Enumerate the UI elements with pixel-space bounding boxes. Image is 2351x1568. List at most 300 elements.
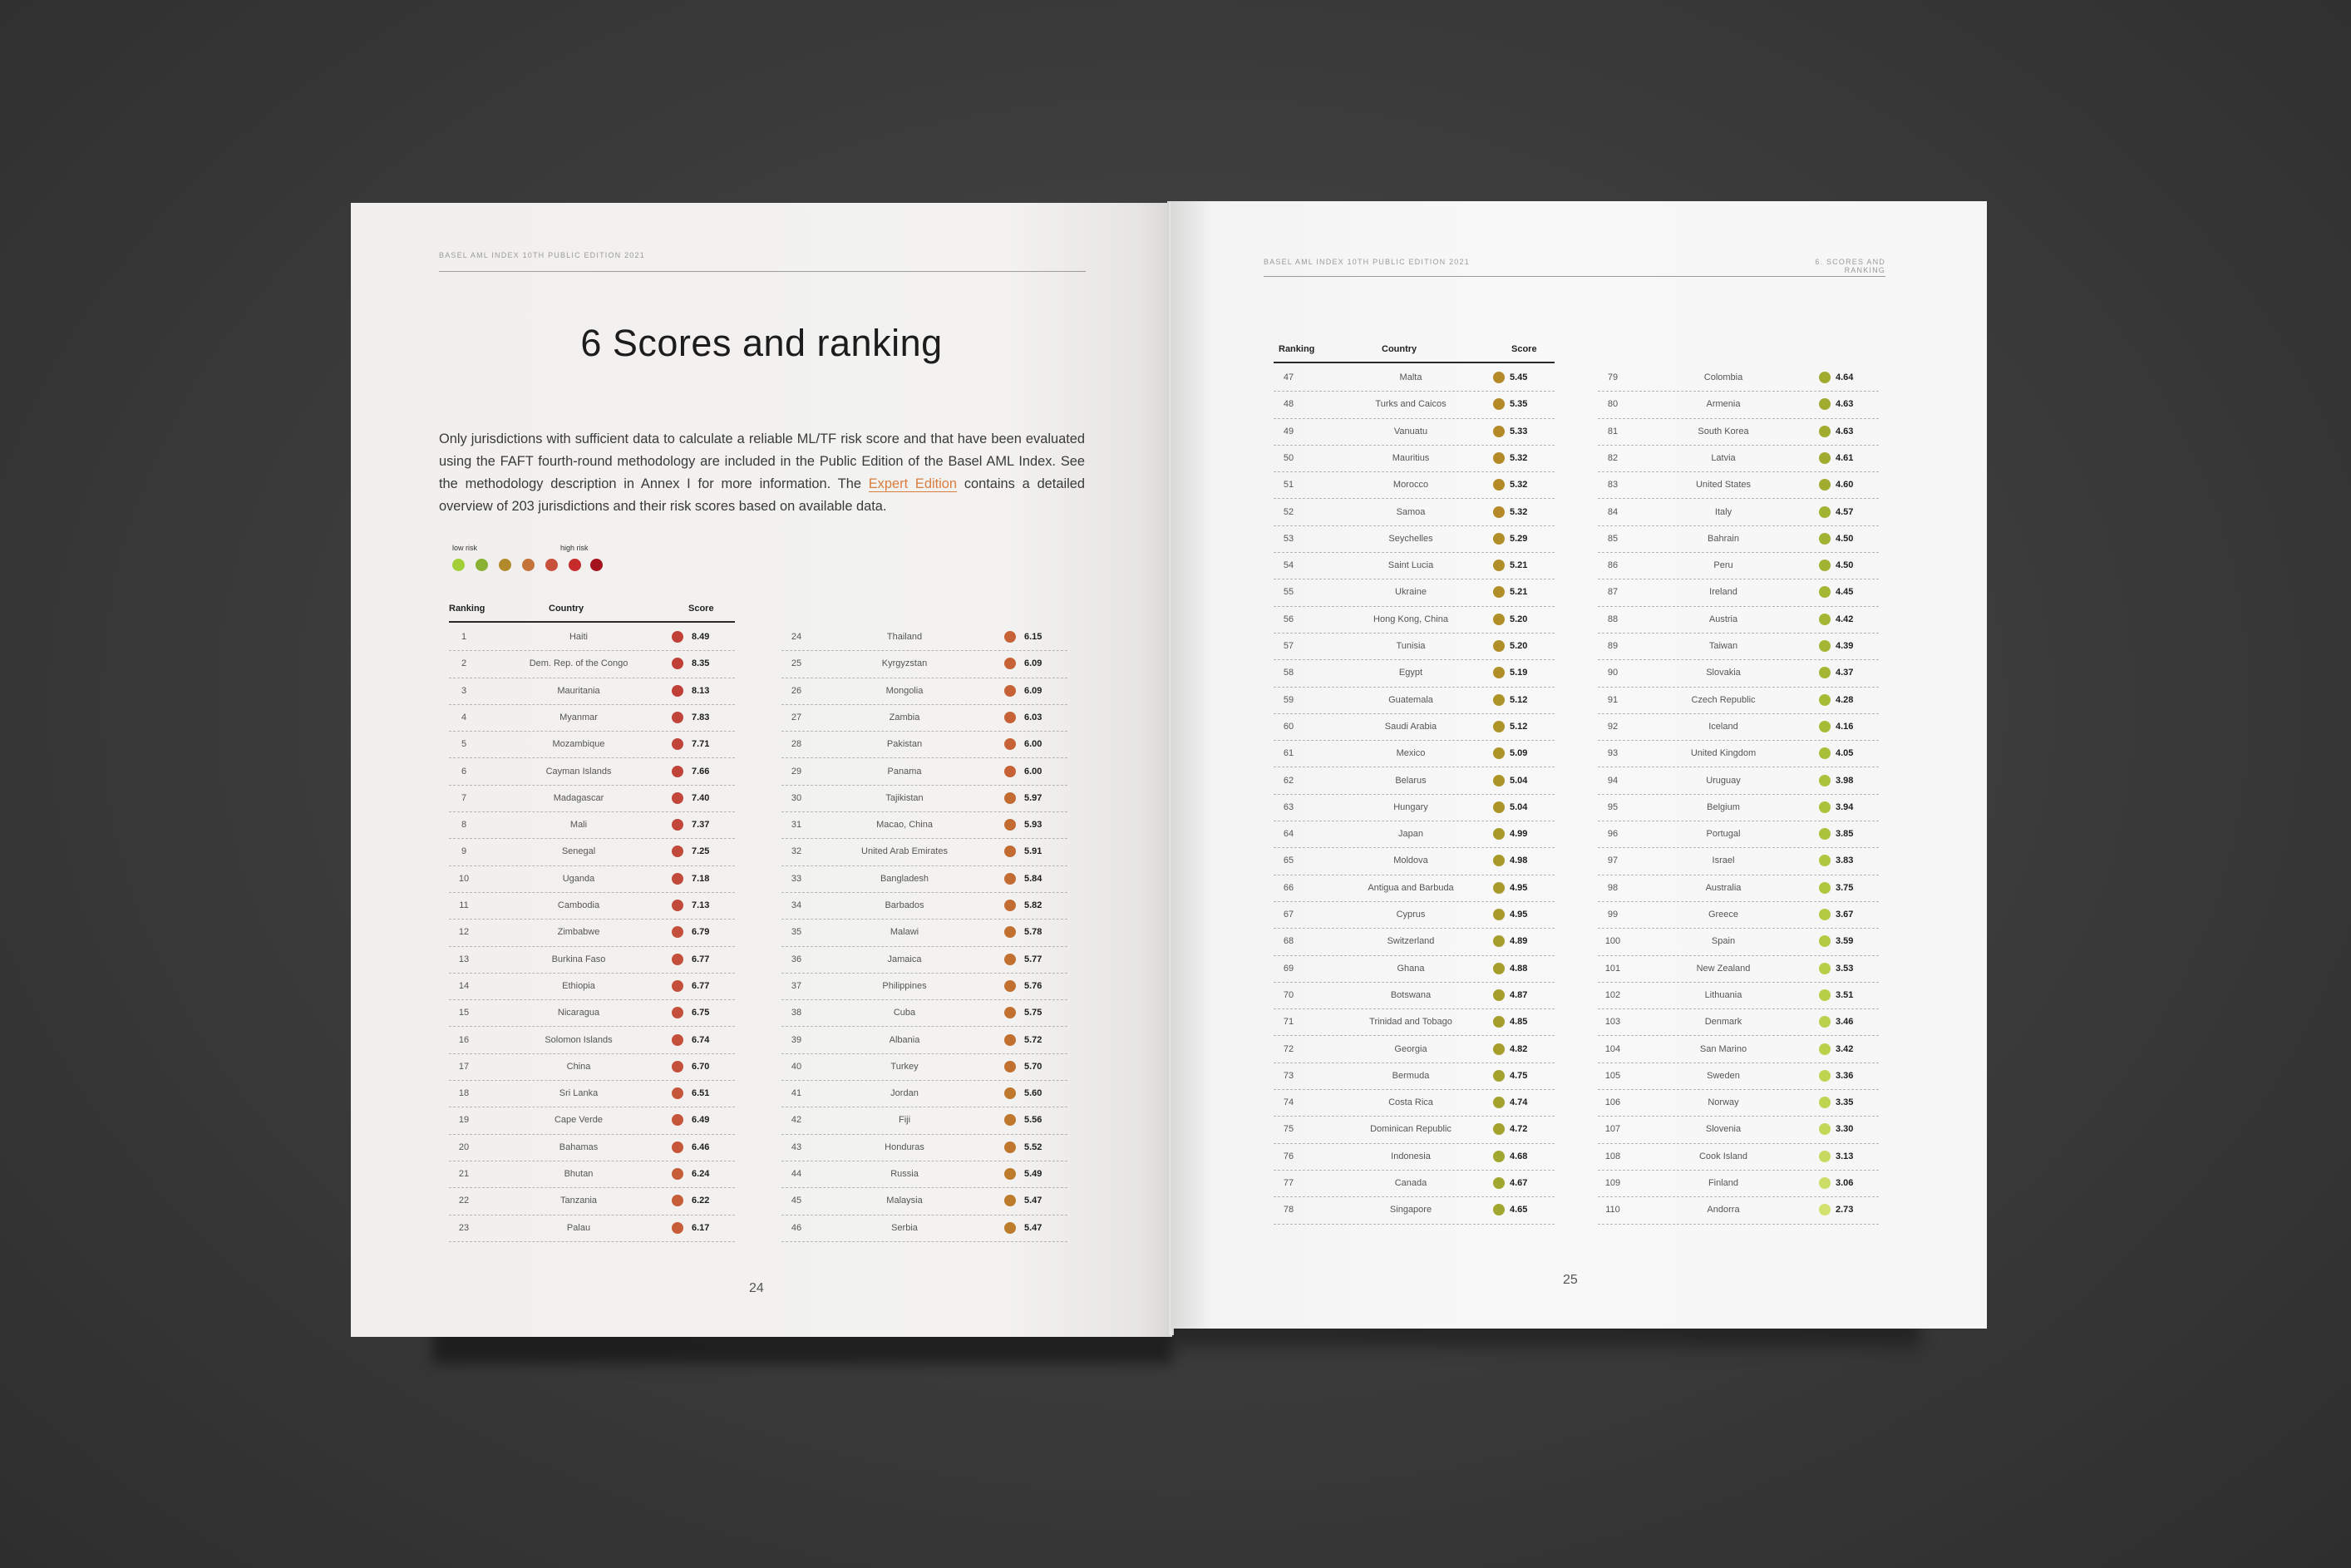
table-row: [1598, 525, 1879, 553]
row-rank: 25: [791, 658, 802, 669]
row-score: 5.21: [1510, 560, 1528, 571]
row-rank: 69: [1283, 963, 1294, 974]
risk-dot: [1493, 882, 1505, 894]
table-row: [1598, 821, 1879, 848]
risk-dot: [1819, 479, 1831, 491]
row-rank: 104: [1604, 1043, 1621, 1054]
row-rank: 85: [1607, 533, 1619, 544]
row-score: 3.75: [1836, 882, 1854, 893]
row-country: Macao, China: [876, 820, 933, 831]
row-score: 7.71: [692, 739, 710, 750]
row-rank: 53: [1283, 533, 1294, 544]
row-rank: 61: [1283, 748, 1294, 759]
table-row: [1274, 659, 1555, 687]
risk-dot: [672, 1034, 683, 1046]
risk-dot: [1004, 658, 1016, 669]
row-rank: 80: [1607, 399, 1619, 410]
risk-dot: [1004, 846, 1016, 857]
row-rank: 38: [791, 1008, 802, 1018]
risk-dot: [1493, 1204, 1505, 1215]
row-rank: 12: [458, 927, 470, 938]
row-rank: 21: [458, 1169, 470, 1179]
row-rank: 60: [1283, 721, 1294, 732]
row-rank: 87: [1607, 587, 1619, 598]
table-row: [1274, 1063, 1555, 1090]
table-row: [1274, 445, 1555, 472]
row-country: Cape Verde: [554, 1115, 604, 1126]
risk-dot: [1493, 801, 1505, 813]
risk-dot: [1004, 1061, 1016, 1072]
row-country: Senegal: [561, 846, 596, 857]
table-row: [1598, 364, 1879, 392]
table-row: [1598, 1008, 1879, 1036]
row-rank: 95: [1607, 801, 1619, 812]
risk-dot: [672, 980, 683, 992]
risk-dot: [1819, 1123, 1831, 1135]
table-row: [1598, 471, 1879, 499]
table-row: [781, 704, 1067, 732]
row-rank: 68: [1283, 936, 1294, 947]
row-score: 5.70: [1024, 1061, 1042, 1072]
risk-dot: [1493, 372, 1505, 383]
risk-dot: [1493, 694, 1505, 706]
table-row: [449, 865, 735, 893]
risk-dot: [672, 685, 683, 697]
row-score: 5.09: [1510, 748, 1528, 759]
row-score: 5.75: [1024, 1008, 1042, 1018]
row-country: Costa Rica: [1388, 1097, 1433, 1108]
row-country: Honduras: [885, 1141, 924, 1152]
row-score: 5.60: [1024, 1088, 1042, 1099]
table-row: [1274, 928, 1555, 955]
row-country: Belgium: [1707, 801, 1740, 812]
table-row: [1274, 1143, 1555, 1171]
risk-dot: [1493, 1097, 1505, 1108]
table-row: [1598, 1143, 1879, 1171]
risk-dot: [1004, 1034, 1016, 1046]
table-row: [1598, 794, 1879, 821]
row-rank: 45: [791, 1196, 802, 1206]
row-score: 5.77: [1024, 954, 1042, 964]
risk-dot: [1004, 766, 1016, 777]
table-row: [449, 1161, 735, 1188]
row-country: Antigua and Barbuda: [1368, 882, 1454, 893]
row-rank: 89: [1607, 641, 1619, 651]
row-rank: 108: [1604, 1151, 1621, 1161]
table-row: [1598, 1196, 1879, 1224]
row-score: 5.56: [1024, 1115, 1042, 1126]
table-row: [1598, 955, 1879, 983]
risk-dot: [1493, 963, 1505, 974]
row-rank: 10: [458, 873, 470, 884]
row-score: 4.75: [1510, 1070, 1528, 1081]
table-row: [449, 785, 735, 812]
row-score: 6.03: [1024, 712, 1042, 722]
row-score: 6.49: [692, 1115, 710, 1126]
row-country: Malawi: [890, 927, 919, 938]
table-row: [1274, 1116, 1555, 1143]
table-row: [449, 650, 735, 678]
row-country: Slovenia: [1705, 1124, 1742, 1135]
table-row: [1598, 1036, 1879, 1063]
risk-dot: [1819, 775, 1831, 786]
row-country: Saint Lucia: [1387, 560, 1434, 571]
row-score: 6.22: [692, 1196, 710, 1206]
risk-dot: [1493, 747, 1505, 759]
row-country: Morocco: [1392, 480, 1429, 491]
row-rank: 78: [1283, 1205, 1294, 1215]
row-country: Uruguay: [1706, 775, 1741, 786]
risk-dot: [1493, 828, 1505, 840]
row-country: Belarus: [1395, 775, 1427, 786]
row-score: 5.32: [1510, 452, 1528, 463]
row-country: Turks and Caicos: [1375, 399, 1447, 410]
row-score: 3.59: [1836, 936, 1854, 947]
row-rank: 52: [1283, 506, 1294, 517]
row-rank: 72: [1283, 1043, 1294, 1054]
row-score: 5.72: [1024, 1034, 1042, 1045]
row-score: 5.19: [1510, 668, 1528, 678]
row-country: Taiwan: [1708, 641, 1738, 651]
left-page: [351, 203, 1172, 1337]
row-country: Peru: [1713, 560, 1733, 571]
row-country: Canada: [1394, 1178, 1427, 1188]
row-score: 5.29: [1510, 533, 1528, 544]
row-score: 8.35: [692, 658, 710, 669]
table-row: [449, 973, 735, 1000]
row-country: Trinidad and Tobago: [1369, 1017, 1452, 1028]
row-score: 4.60: [1836, 480, 1854, 491]
table-row: [449, 838, 735, 865]
table-row: [1598, 875, 1879, 902]
row-rank: 43: [791, 1141, 802, 1152]
row-score: 5.04: [1510, 801, 1528, 812]
risk-dot: [1493, 909, 1505, 920]
row-rank: 57: [1283, 641, 1294, 651]
row-score: 4.72: [1510, 1124, 1528, 1135]
row-rank: 103: [1604, 1017, 1621, 1028]
row-score: 3.67: [1836, 910, 1854, 920]
row-country: Sweden: [1707, 1070, 1740, 1081]
row-country: Latvia: [1711, 452, 1736, 463]
legend-low-label: low risk: [452, 544, 478, 552]
row-country: Barbados: [885, 900, 924, 910]
row-score: 6.75: [692, 1008, 710, 1018]
row-country: Cambodia: [557, 900, 600, 910]
table-row: [1274, 875, 1555, 902]
row-rank: 44: [791, 1169, 802, 1179]
table-row: [1274, 606, 1555, 634]
risk-dot: [1819, 1016, 1831, 1028]
row-rank: 94: [1607, 775, 1619, 786]
row-score: 4.45: [1836, 587, 1854, 598]
row-rank: 107: [1604, 1124, 1621, 1135]
row-rank: 102: [1604, 989, 1621, 1000]
table-row: [1274, 982, 1555, 1009]
row-country: Georgia: [1394, 1043, 1427, 1054]
row-country: Vanuatu: [1393, 426, 1428, 436]
row-score: 7.18: [692, 873, 710, 884]
risk-dot: [1819, 963, 1831, 974]
row-country: Seychelles: [1388, 533, 1433, 544]
risk-dot: [1004, 980, 1016, 992]
row-rank: 105: [1604, 1070, 1621, 1081]
row-country: Malta: [1399, 372, 1422, 382]
row-country: United Arab Emirates: [861, 846, 948, 857]
risk-dot: [1819, 506, 1831, 518]
row-country: Kyrgyzstan: [881, 658, 928, 669]
expert-edition-link[interactable]: Expert Edition: [868, 476, 958, 491]
row-country: Bangladesh: [880, 873, 929, 884]
risk-dot: [1819, 1204, 1831, 1215]
row-rank: 33: [791, 873, 802, 884]
row-country: Mauritania: [557, 685, 600, 696]
row-score: 4.87: [1510, 989, 1528, 1000]
risk-dot: [1819, 828, 1831, 840]
running-head-left: BASEL AML INDEX 10TH PUBLIC EDITION 2021: [439, 251, 645, 259]
row-score: 6.79: [692, 927, 710, 938]
risk-dot: [1819, 667, 1831, 678]
row-score: 5.12: [1510, 694, 1528, 705]
risk-dot: [1819, 855, 1831, 866]
table-row: [1274, 687, 1555, 714]
row-country: Thailand: [886, 632, 923, 642]
row-rank: 27: [791, 712, 802, 722]
row-country: Japan: [1398, 829, 1423, 840]
table-row: [1598, 633, 1879, 660]
table-row: [1598, 982, 1879, 1009]
table-row: [449, 1027, 735, 1054]
row-country: Dem. Rep. of the Congo: [529, 658, 628, 669]
risk-dot: [1493, 1151, 1505, 1162]
risk-dot: [1004, 873, 1016, 885]
row-country: Australia: [1705, 882, 1742, 893]
table-row: [781, 1080, 1067, 1107]
table-row: [1274, 579, 1555, 606]
risk-dot: [1819, 1177, 1831, 1189]
risk-dot: [672, 738, 683, 750]
table-row: [1274, 364, 1555, 392]
risk-dot: [1493, 640, 1505, 652]
row-country: Bhutan: [564, 1169, 594, 1179]
risk-dot: [1819, 586, 1831, 598]
header-rule: [1274, 362, 1555, 363]
table-row: [1274, 552, 1555, 579]
legend-dot: [499, 559, 511, 571]
row-country: Slovakia: [1706, 668, 1741, 678]
row-score: 4.82: [1510, 1043, 1528, 1054]
risk-dot: [1493, 855, 1505, 866]
legend-dot: [522, 559, 535, 571]
row-score: 5.32: [1510, 480, 1528, 491]
row-score: 2.73: [1836, 1205, 1854, 1215]
row-country: Ethiopia: [562, 980, 595, 991]
row-country: China: [566, 1061, 591, 1072]
row-rank: 32: [791, 846, 802, 857]
row-score: 6.70: [692, 1061, 710, 1072]
risk-dot: [672, 1007, 683, 1018]
row-rank: 56: [1283, 614, 1294, 624]
header-score: Score: [688, 604, 714, 614]
risk-dot: [1004, 738, 1016, 750]
table-row: [781, 758, 1067, 786]
table-row: [781, 999, 1067, 1027]
table-row: [1598, 1170, 1879, 1197]
table-row: [1598, 687, 1879, 714]
row-rank: 109: [1604, 1178, 1621, 1188]
row-rank: 13: [458, 954, 470, 964]
row-country: Ireland: [1709, 587, 1737, 598]
row-rank: 20: [458, 1141, 470, 1152]
table-row: [781, 624, 1067, 651]
row-rank: 29: [791, 766, 802, 777]
row-score: 6.17: [692, 1222, 710, 1233]
risk-dot: [1819, 694, 1831, 706]
row-score: 5.97: [1024, 792, 1042, 803]
row-rank: 93: [1607, 748, 1619, 759]
risk-dot: [1819, 614, 1831, 625]
row-rank: 97: [1607, 855, 1619, 866]
table-row: [781, 678, 1067, 705]
row-rank: 5: [461, 739, 467, 750]
risk-dot: [1004, 792, 1016, 804]
row-rank: 54: [1283, 560, 1294, 571]
risk-dot: [1819, 1070, 1831, 1082]
risk-dot: [672, 846, 683, 857]
table-row: [449, 624, 735, 651]
row-score: 6.00: [1024, 739, 1042, 750]
row-rank: 76: [1283, 1151, 1294, 1161]
row-score: 6.09: [1024, 685, 1042, 696]
table-row: [1598, 445, 1879, 472]
row-country: Dominican Republic: [1370, 1124, 1452, 1135]
risk-dot: [672, 819, 683, 831]
row-rank: 19: [458, 1115, 470, 1126]
legend-high-label: high risk: [560, 544, 589, 552]
table-row: [1598, 659, 1879, 687]
row-score: 7.40: [692, 792, 710, 803]
row-country: Bermuda: [1392, 1070, 1430, 1081]
risk-dot: [1819, 935, 1831, 947]
risk-dot: [1493, 614, 1505, 625]
risk-dot: [1493, 935, 1505, 947]
row-score: 4.57: [1836, 506, 1854, 517]
row-score: 4.85: [1510, 1017, 1528, 1028]
row-country: Samoa: [1396, 506, 1426, 517]
row-score: 6.46: [692, 1141, 710, 1152]
risk-dot: [1493, 533, 1505, 545]
table-row: [1274, 1089, 1555, 1117]
risk-dot: [1493, 1016, 1505, 1028]
row-score: 3.13: [1836, 1151, 1854, 1161]
table-row: [1598, 606, 1879, 634]
header-rule: [449, 621, 735, 623]
row-score: 5.35: [1510, 399, 1528, 410]
risk-dot: [672, 1195, 683, 1206]
row-rank: 36: [791, 954, 802, 964]
table-row: [449, 1053, 735, 1081]
row-rank: 14: [458, 980, 470, 991]
row-country: Albania: [889, 1034, 920, 1045]
row-rank: 75: [1283, 1124, 1294, 1135]
page-title: 6 Scores and ranking: [580, 322, 943, 364]
table-row: [781, 1107, 1067, 1134]
row-country: Mongolia: [885, 685, 924, 696]
row-score: 5.47: [1024, 1222, 1042, 1233]
risk-dot: [672, 954, 683, 965]
row-country: San Marino: [1699, 1043, 1747, 1054]
risk-dot: [1004, 1195, 1016, 1206]
header-score: Score: [1511, 344, 1537, 354]
row-country: Zimbabwe: [557, 927, 600, 938]
risk-dot: [672, 1087, 683, 1099]
risk-dot: [1819, 560, 1831, 571]
table-row: [781, 1215, 1067, 1242]
risk-dot: [1819, 1097, 1831, 1108]
row-country: Botswana: [1390, 989, 1432, 1000]
risk-dot: [1004, 1168, 1016, 1180]
row-rank: 46: [791, 1222, 802, 1233]
row-score: 3.83: [1836, 855, 1854, 866]
table-row: [781, 892, 1067, 920]
row-rank: 83: [1607, 480, 1619, 491]
row-country: Nicaragua: [557, 1008, 600, 1018]
row-score: 4.63: [1836, 399, 1854, 410]
table-row: [449, 678, 735, 705]
risk-dot: [1493, 560, 1505, 571]
table-row: [781, 650, 1067, 678]
table-row: [781, 838, 1067, 865]
risk-dot: [1819, 1043, 1831, 1055]
risk-dot: [1004, 1114, 1016, 1126]
risk-dot: [1819, 747, 1831, 759]
table-row: [1274, 1196, 1555, 1224]
row-country: South Korea: [1698, 426, 1749, 436]
row-score: 3.85: [1836, 829, 1854, 840]
table-row: [781, 1134, 1067, 1161]
table-row: [1274, 821, 1555, 848]
row-rank: 47: [1283, 372, 1294, 382]
row-country: Colombia: [1703, 372, 1743, 382]
row-rank: 66: [1283, 882, 1294, 893]
intro-paragraph: [439, 428, 1085, 518]
row-rank: 74: [1283, 1097, 1294, 1108]
table-row: [1598, 1089, 1879, 1117]
risk-dot: [672, 926, 683, 938]
table-row: [449, 758, 735, 786]
row-country: Serbia: [891, 1222, 918, 1233]
risk-dot: [1819, 721, 1831, 732]
row-rank: 65: [1283, 855, 1294, 866]
row-rank: 101: [1604, 963, 1621, 974]
table-row: [1274, 901, 1555, 929]
row-country: Indonesia: [1391, 1151, 1431, 1161]
row-rank: 73: [1283, 1070, 1294, 1081]
row-country: United States: [1695, 480, 1752, 491]
row-rank: 90: [1607, 668, 1619, 678]
row-country: Iceland: [1708, 721, 1738, 732]
row-country: Zambia: [889, 712, 920, 722]
legend-dot: [545, 559, 558, 571]
legend-dot: [590, 559, 603, 571]
row-rank: 63: [1283, 801, 1294, 812]
row-rank: 28: [791, 739, 802, 750]
row-rank: 62: [1283, 775, 1294, 786]
row-rank: 24: [791, 632, 802, 642]
table-row: [1598, 928, 1879, 955]
risk-dot: [1493, 479, 1505, 491]
row-country: Mali: [569, 820, 588, 831]
